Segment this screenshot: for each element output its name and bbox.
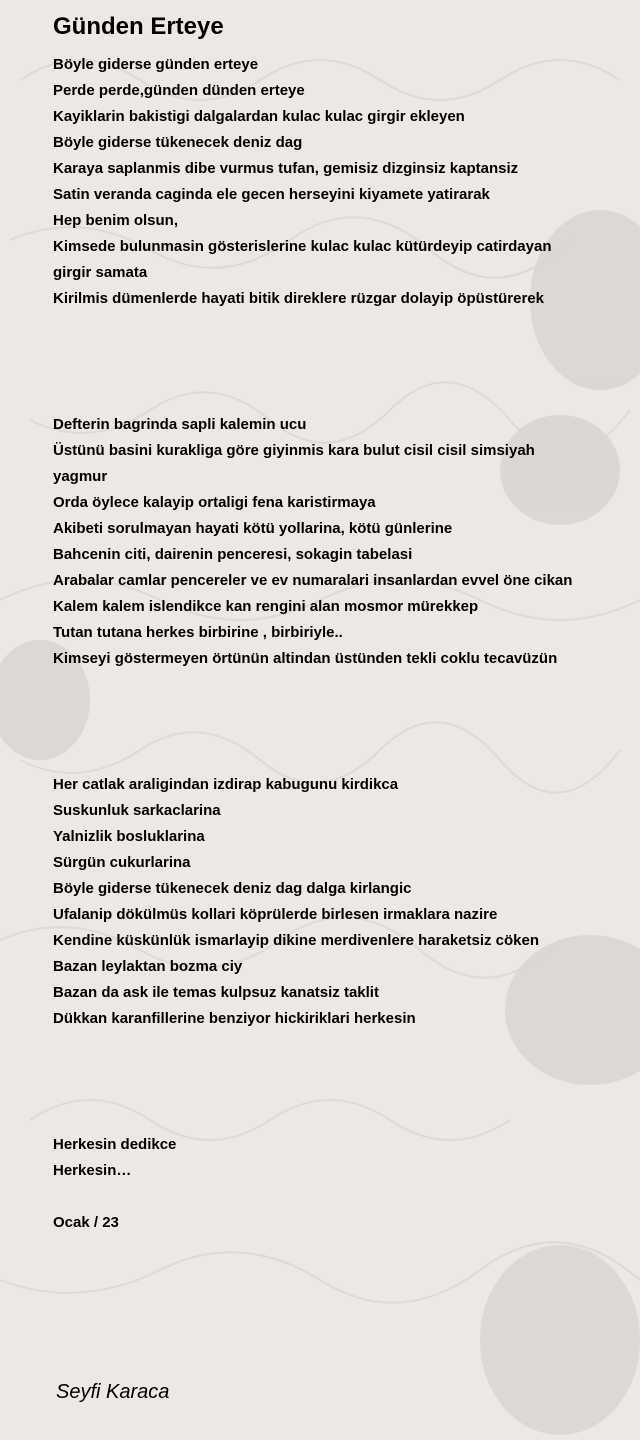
poem-line: Kirilmis dümenlerde hayati bitik direklere rüzgar dolayip öpüstürerek xyxy=(53,290,544,307)
poem-line: Bazan leylaktan bozma ciy xyxy=(53,958,243,975)
poem-line: Suskunluk sarkaclarina xyxy=(53,802,221,819)
poem-line: yagmur xyxy=(53,468,108,485)
poem-line: Böyle giderse günden erteye xyxy=(53,56,259,73)
poem-line: Akibeti sorulmayan hayati kötü yollarina, kötü günlerine xyxy=(53,520,453,537)
poem-line: Kimsede bulunmasin gösterislerine kulac kulac kütürdeyip catirdayan xyxy=(53,238,552,255)
poem-line: Her catlak araligindan izdirap kabugunu kirdikca xyxy=(53,776,399,793)
poem-line: Herkesin dedikce xyxy=(53,1136,177,1153)
poem-title: Günden Erteye xyxy=(53,13,224,40)
poem-line: Sürgün cukurlarina xyxy=(53,854,191,871)
poem-line: Kayiklarin bakistigi dalgalardan kulac kulac girgir ekleyen xyxy=(53,108,465,125)
poem-line: Üstünü basini kurakliga göre giyinmis kara bulut cisil cisil simsiyah xyxy=(53,442,535,459)
poem-line: Kalem kalem islendikce kan rengini alan mosmor mürekkep xyxy=(53,598,479,615)
poem-line: Perde perde,günden dünden erteye xyxy=(53,82,305,99)
poem-line: Karaya saplanmis dibe vurmus tufan, gemisiz dizginsiz kaptansiz xyxy=(53,160,519,177)
author-name: Seyfi Karaca xyxy=(56,1381,170,1403)
poem-line: Bazan da ask ile temas kulpsuz kanatsiz taklit xyxy=(53,984,379,1001)
poem-line: Satin veranda caginda ele gecen herseyini kiyamete yatirarak xyxy=(53,186,490,203)
poem-line: Kimseyi göstermeyen örtünün altindan üstünden tekli coklu tecavüzün xyxy=(53,650,558,667)
poem-line: Böyle giderse tükenecek deniz dag dalga kirlangic xyxy=(53,880,412,897)
poem-line: Orda öylece kalayip ortaligi fena karistirmaya xyxy=(53,494,376,511)
poem-line: Kendine küskünlük ismarlayip dikine merdivenlere haraketsiz cöken xyxy=(53,932,540,949)
poem-line: girgir samata xyxy=(53,264,148,281)
poem-line: Defterin bagrinda sapli kalemin ucu xyxy=(53,416,307,433)
poem-line: Herkesin… xyxy=(53,1162,132,1179)
poem-line: Ufalanip dökülmüs kollari köprülerde birlesen irmaklara nazire xyxy=(53,906,498,923)
poem-line: Tutan tutana herkes birbirine , birbiriyle.. xyxy=(53,624,343,641)
poem-line: Hep benim olsun, xyxy=(53,212,179,229)
poem-line: Dükkan karanfillerine benziyor hickiriklari herkesin xyxy=(53,1010,416,1027)
poem-line: Bahcenin citi, dairenin penceresi, sokagin tabelasi xyxy=(53,546,413,563)
poem-line: Arabalar camlar pencereler ve ev numaralari insanlardan evvel öne cikan xyxy=(53,572,573,589)
poem-date: Ocak / 23 xyxy=(53,1214,119,1231)
poem-line: Böyle giderse tükenecek deniz dag xyxy=(53,134,303,151)
poem-line: Yalnizlik bosluklarina xyxy=(53,828,205,845)
